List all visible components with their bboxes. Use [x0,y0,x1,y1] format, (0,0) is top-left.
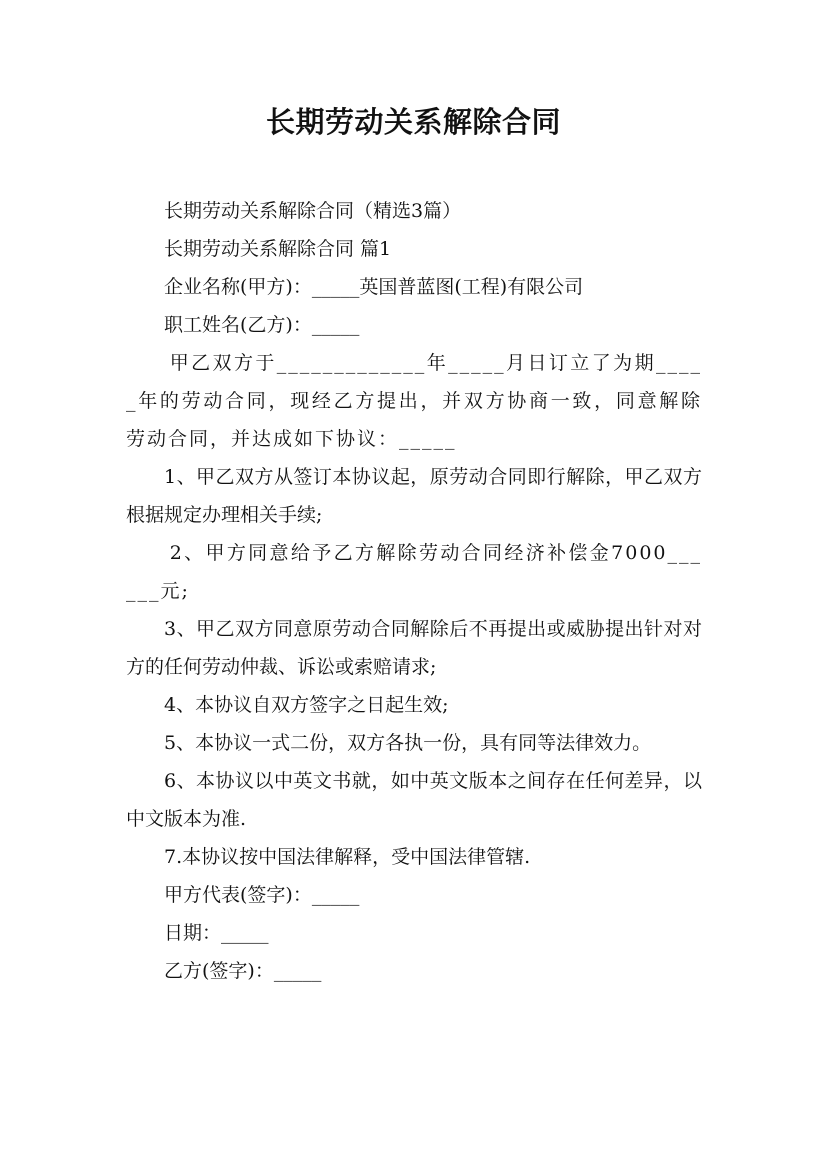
intro-paragraph: 甲乙双方于_____________年_____月日订立了为期_____年的劳动合同，现经乙方提出，并双方协商一致，同意解除劳动合同，并达成如下协议：_____ [126,352,702,450]
subtitle-paragraph: 长期劳动关系解除合同（精选3篇） [164,200,462,222]
clause-4: 4、本协议自双方签字之日起生效; [164,694,449,716]
party-a-signature-line: 甲方代表(签字)：_____ [164,884,360,906]
clause-6: 6、本协议以中英文书就，如中英文版本之间存在任何差异，以中文版本为准. [126,770,702,830]
company-name-line: 企业名称(甲方)：_____英国普蓝图(工程)有限公司 [164,276,584,298]
clause-7: 7.本协议按中国法律解释，受中国法律管辖. [164,846,531,868]
document-title: 长期劳动关系解除合同 [265,105,561,139]
party-b-signature-line: 乙方(签字)：_____ [164,960,322,982]
clause-3: 3、甲乙双方同意原劳动合同解除后不再提出或威胁提出针对对方的任何劳动仲裁、诉讼或索赔请求; [126,618,702,678]
section-heading: 长期劳动关系解除合同 篇1 [164,238,392,260]
clause-2: 2、甲方同意给予乙方解除劳动合同经济补偿金7000______元; [126,542,702,602]
clause-5: 5、本协议一式二份，双方各执一份，具有同等法律效力。 [164,732,652,754]
date-line: 日期：_____ [164,922,269,944]
document-body [126,192,702,990]
clause-1: 1、甲乙双方从签订本协议起，原劳动合同即行解除，甲乙双方根据规定办理相关手续; [126,466,702,526]
employee-name-line: 职工姓名(乙方)：_____ [164,314,360,336]
